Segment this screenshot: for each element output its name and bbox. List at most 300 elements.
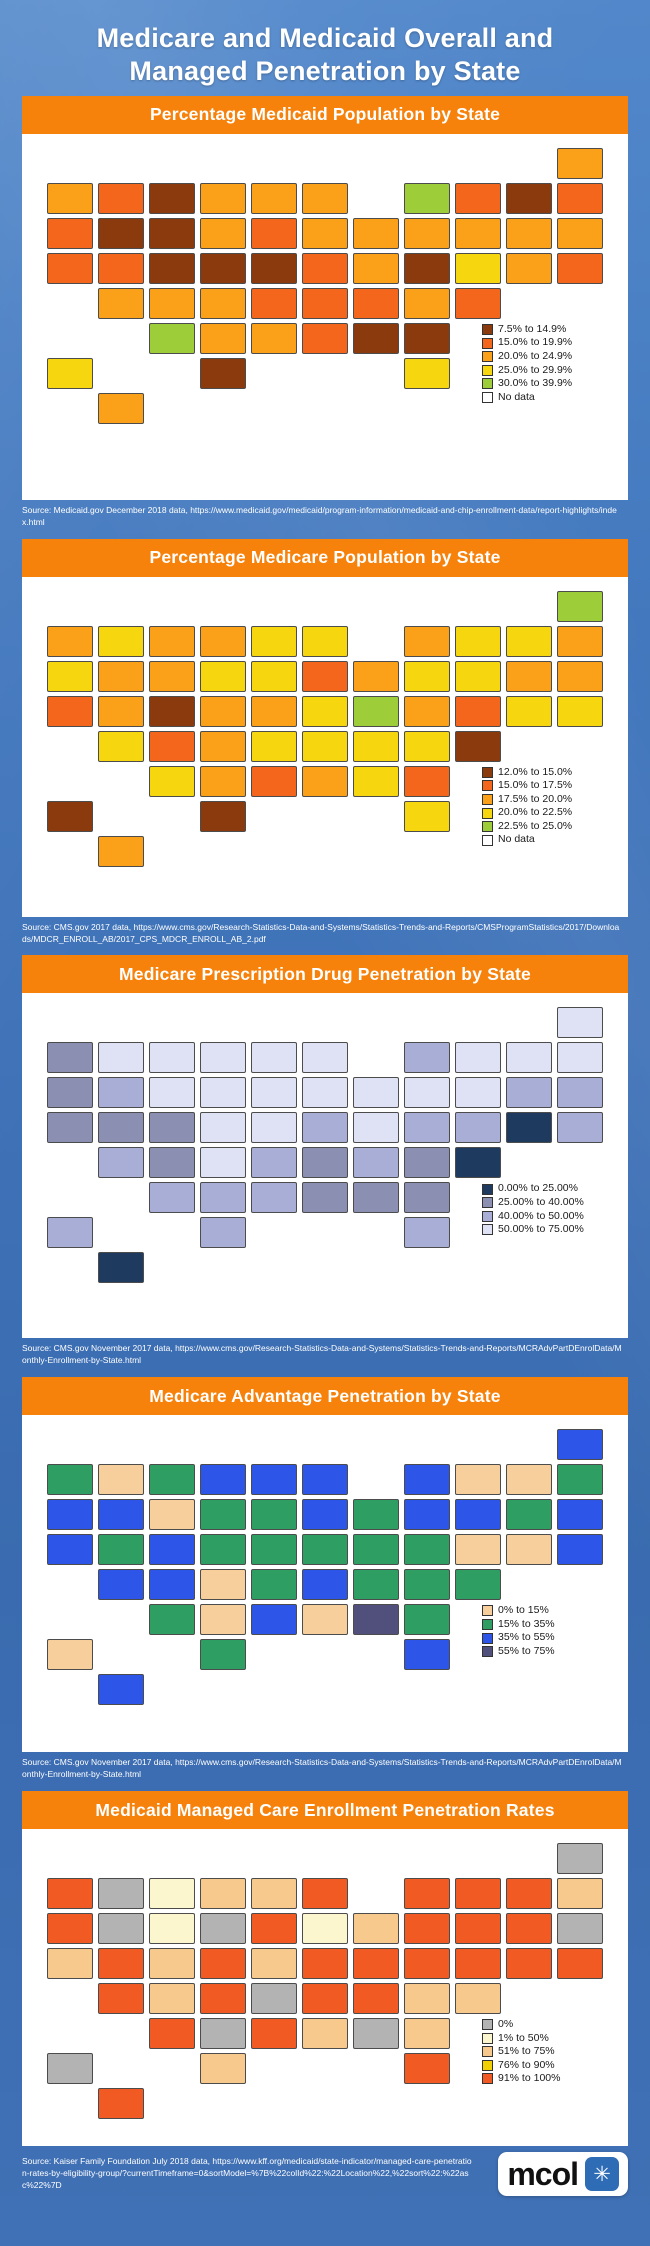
state-tile-ok: [200, 2018, 246, 2049]
state-tile-tn: [302, 1569, 348, 1600]
state-tile-nj: [506, 661, 552, 692]
legend-swatch: [482, 2060, 493, 2071]
legend-swatch: [482, 1633, 493, 1644]
legend-swatch: [482, 1224, 493, 1235]
legend-item: [482, 2019, 560, 2031]
state-tile-ct: [557, 1077, 603, 1108]
state-tile-la: [251, 1604, 297, 1635]
state-tile-sc: [404, 731, 450, 762]
state-tile-sc: [404, 288, 450, 319]
state-tile-ok: [200, 323, 246, 354]
state-tile-wi: [251, 1878, 297, 1909]
state-tile-ri: [557, 253, 603, 284]
state-tile-md: [455, 1112, 501, 1143]
panel-header: [22, 539, 628, 577]
state-tile-wi: [251, 183, 297, 214]
legend-label: 40.00% to 50.00%: [498, 1209, 584, 1222]
legend-item: [482, 324, 572, 336]
legend-swatch: [482, 392, 493, 403]
state-tile-la: [251, 323, 297, 354]
legend-swatch: [482, 767, 493, 778]
state-tile-ms: [302, 2018, 348, 2049]
state-tile-md: [455, 1948, 501, 1979]
state-tile-nc: [353, 1983, 399, 2014]
state-tile-la: [251, 766, 297, 797]
state-tile-vt: [455, 183, 501, 214]
state-tile-mn: [200, 183, 246, 214]
state-tile-oh: [404, 1499, 450, 1530]
legend-item: [482, 834, 572, 846]
state-tile-al: [353, 1182, 399, 1213]
legend-swatch: [482, 324, 493, 335]
state-tile-ut: [149, 1534, 195, 1565]
state-tile-ak: [47, 1217, 93, 1248]
state-tile-ne: [200, 1948, 246, 1979]
panel-title: Percentage Medicaid Population by State: [149, 104, 501, 125]
state-tile-oh: [404, 218, 450, 249]
state-tile-or: [47, 1499, 93, 1530]
legend-item: [482, 1211, 584, 1223]
state-tile-nh: [506, 1464, 552, 1495]
panel-prescription-drug-penetration: [22, 955, 628, 1338]
us-choropleth-map: [22, 1829, 628, 2146]
state-tile-ak: [47, 1639, 93, 1670]
state-tile-nd: [149, 1464, 195, 1495]
map-legend: [482, 1183, 584, 1237]
state-tile-pa: [455, 1913, 501, 1944]
state-tile-az: [98, 1569, 144, 1600]
state-tile-co: [149, 1147, 195, 1178]
state-tile-hi: [98, 1674, 144, 1705]
state-tile-ky: [302, 1948, 348, 1979]
state-tile-nh: [506, 1042, 552, 1073]
legend-item: [482, 2033, 560, 2045]
state-tile-al: [353, 2018, 399, 2049]
legend-swatch: [482, 1605, 493, 1616]
legend-item: [482, 1224, 584, 1236]
state-tile-ri: [557, 1534, 603, 1565]
legend-label: 35% to 55%: [498, 1631, 555, 1644]
legend-swatch: [482, 2019, 493, 2030]
state-tile-mn: [200, 1878, 246, 1909]
state-tile-ri: [557, 696, 603, 727]
state-tile-wy: [149, 1077, 195, 1108]
panel-header: [22, 1377, 628, 1415]
state-tile-az: [98, 1983, 144, 2014]
state-tile-oh: [404, 1913, 450, 1944]
legend-item: [482, 351, 572, 363]
state-tile-ok: [200, 1182, 246, 1213]
legend-item: [482, 1197, 584, 1209]
state-tile-mo: [251, 696, 297, 727]
state-tile-sd: [200, 1913, 246, 1944]
us-choropleth-map: [22, 1415, 628, 1752]
state-tile-ia: [251, 1499, 297, 1530]
legend-swatch: [482, 2033, 493, 2044]
state-tile-me: [557, 1007, 603, 1038]
state-tile-wv: [353, 1948, 399, 1979]
state-tile-il: [302, 1077, 348, 1108]
source-text: Source: CMS.gov 2017 data, https://www.cms.gov/Research-Statistics-Data-and-Systems/Statistics-Trends-and-Reports/CMSProgramStatistics/2017/Downloads/MDCR_ENROLL_AB/2017_CPS_MDCR_ENROLL_AB_2.pdf: [22, 921, 620, 944]
state-tile-wi: [251, 626, 297, 657]
state-tile-co: [149, 731, 195, 762]
state-tile-wa: [47, 1042, 93, 1073]
state-tile-nm: [149, 766, 195, 797]
state-tile-pa: [455, 1077, 501, 1108]
state-tile-or: [47, 1913, 93, 1944]
legend-item: [482, 807, 572, 819]
state-tile-de: [506, 1112, 552, 1143]
state-tile-ga: [404, 1182, 450, 1213]
state-tile-mn: [200, 1464, 246, 1495]
state-tile-sd: [200, 1077, 246, 1108]
legend-label: 91% to 100%: [498, 2072, 561, 2085]
state-tile-in: [353, 1077, 399, 1108]
legend-swatch: [482, 2046, 493, 2057]
state-tile-ct: [557, 1913, 603, 1944]
state-tile-sd: [200, 661, 246, 692]
state-tile-dc: [455, 731, 501, 762]
legend-swatch: [482, 794, 493, 805]
legend-item: [482, 1605, 555, 1617]
state-tile-ct: [557, 1499, 603, 1530]
state-tile-mn: [200, 626, 246, 657]
state-tile-ca: [47, 1948, 93, 1979]
state-tile-me: [557, 1843, 603, 1874]
legend-swatch: [482, 1197, 493, 1208]
state-tile-ca: [47, 1534, 93, 1565]
legend-swatch: [482, 351, 493, 362]
legend-label: 25.0% to 29.9%: [498, 363, 573, 376]
state-tile-ga: [404, 2018, 450, 2049]
state-tile-tn: [302, 1147, 348, 1178]
legend-label: 55% to 75%: [498, 1644, 555, 1657]
state-tile-ky: [302, 1534, 348, 1565]
state-tile-mo: [251, 1112, 297, 1143]
state-tile-mi: [302, 1878, 348, 1909]
legend-label: 0.00% to 25.00%: [498, 1182, 578, 1195]
state-tile-ny: [404, 626, 450, 657]
legend-item: [482, 378, 572, 390]
legend-item: [482, 2073, 560, 2085]
state-tile-ar: [251, 1569, 297, 1600]
state-tile-mo: [251, 1534, 297, 1565]
state-tile-nd: [149, 1878, 195, 1909]
state-tile-nc: [353, 731, 399, 762]
state-tile-tx: [200, 358, 246, 389]
state-tile-id: [98, 1913, 144, 1944]
state-tile-co: [149, 1569, 195, 1600]
state-tile-al: [353, 1604, 399, 1635]
state-tile-ny: [404, 1464, 450, 1495]
panel-medicare-advantage-penetration: [22, 1377, 628, 1752]
state-tile-va: [404, 253, 450, 284]
state-tile-in: [353, 218, 399, 249]
state-tile-tn: [302, 1983, 348, 2014]
state-tile-nv: [98, 1112, 144, 1143]
legend-label: 0%: [498, 2018, 514, 2030]
state-tile-mt: [98, 1464, 144, 1495]
legend-swatch: [482, 338, 493, 349]
state-tile-ny: [404, 1042, 450, 1073]
state-tile-fl: [404, 2053, 450, 2084]
state-tile-nc: [353, 1147, 399, 1178]
state-tile-me: [557, 148, 603, 179]
state-tile-fl: [404, 1217, 450, 1248]
source-text: Source: CMS.gov November 2017 data, https://www.cms.gov/Research-Statistics-Data-and-Systems/Statistics-Trends-and-Reports/MCRAdvPartDEnrolData/Monthly-Enrollment-by-State.html: [22, 1343, 622, 1366]
state-tile-mt: [98, 1878, 144, 1909]
legend-label: 22.5% to 25.0%: [498, 819, 573, 832]
state-tile-mo: [251, 253, 297, 284]
page-title: Medicare and Medicaid Overall and Managed Penetration by State: [96, 23, 554, 86]
state-tile-wa: [47, 626, 93, 657]
legend-label: 20.0% to 24.9%: [498, 349, 573, 362]
state-tile-nv: [98, 253, 144, 284]
legend-swatch: [482, 1211, 493, 1222]
state-tile-az: [98, 1147, 144, 1178]
state-tile-nd: [149, 183, 195, 214]
state-tile-ia: [251, 1077, 297, 1108]
state-tile-az: [98, 731, 144, 762]
state-tile-ma: [557, 1042, 603, 1073]
state-tile-ia: [251, 1913, 297, 1944]
state-tile-wa: [47, 183, 93, 214]
state-tile-id: [98, 1077, 144, 1108]
state-tile-ms: [302, 323, 348, 354]
state-tile-mi: [302, 1042, 348, 1073]
legend-swatch: [482, 2073, 493, 2084]
state-tile-va: [404, 1948, 450, 1979]
state-tile-ky: [302, 1112, 348, 1143]
state-tile-ca: [47, 696, 93, 727]
legend-label: No data: [498, 390, 535, 403]
state-tile-wa: [47, 1878, 93, 1909]
legend-item: [482, 392, 572, 404]
state-tile-sd: [200, 1499, 246, 1530]
state-tile-sc: [404, 1569, 450, 1600]
state-tile-nv: [98, 696, 144, 727]
state-tile-ct: [557, 218, 603, 249]
state-tile-wi: [251, 1042, 297, 1073]
legend-swatch: [482, 1184, 493, 1195]
state-tile-al: [353, 323, 399, 354]
state-tile-ny: [404, 1878, 450, 1909]
legend-label: 50.00% to 75.00%: [498, 1223, 584, 1236]
state-tile-ma: [557, 626, 603, 657]
state-tile-co: [149, 288, 195, 319]
legend-item: [482, 1619, 555, 1631]
state-tile-mi: [302, 626, 348, 657]
state-tile-sc: [404, 1147, 450, 1178]
legend-swatch: [482, 378, 493, 389]
state-tile-nj: [506, 1913, 552, 1944]
legend-item: [482, 794, 572, 806]
legend-item: [482, 2046, 560, 2058]
state-tile-ks: [200, 731, 246, 762]
state-tile-ny: [404, 183, 450, 214]
state-tile-mi: [302, 183, 348, 214]
panel-title: Medicare Advantage Penetration by State: [149, 1385, 501, 1406]
map-legend: [482, 1605, 555, 1659]
state-tile-id: [98, 218, 144, 249]
map-legend: [482, 2019, 560, 2087]
state-tile-mo: [251, 1948, 297, 1979]
state-tile-ca: [47, 1112, 93, 1143]
legend-item: [482, 780, 572, 792]
state-tile-ga: [404, 1604, 450, 1635]
source-text: Source: Medicaid.gov December 2018 data, https://www.medicaid.gov/medicaid/program-information/medicaid-and-chip-enrollment-data/report-highlights/index.html: [22, 504, 617, 527]
panel-title: Percentage Medicare Population by State: [149, 547, 501, 568]
state-tile-hi: [98, 1252, 144, 1283]
state-tile-fl: [404, 358, 450, 389]
state-tile-ne: [200, 253, 246, 284]
legend-label: 76% to 90%: [498, 2058, 555, 2071]
state-tile-ut: [149, 1112, 195, 1143]
state-tile-nj: [506, 1077, 552, 1108]
legend-label: 15.0% to 19.9%: [498, 336, 573, 349]
legend-item: [482, 365, 572, 377]
state-tile-fl: [404, 801, 450, 832]
state-tile-ak: [47, 358, 93, 389]
state-tile-hi: [98, 393, 144, 424]
us-choropleth-map: [22, 577, 628, 917]
state-tile-vt: [455, 626, 501, 657]
state-tile-ky: [302, 696, 348, 727]
state-tile-nj: [506, 218, 552, 249]
state-tile-ri: [557, 1948, 603, 1979]
panel-medicaid-managed-care-penetration: [22, 1791, 628, 2146]
state-tile-ma: [557, 1878, 603, 1909]
state-tile-md: [455, 253, 501, 284]
state-tile-wv: [353, 696, 399, 727]
state-tile-wi: [251, 1464, 297, 1495]
state-tile-nj: [506, 1499, 552, 1530]
state-tile-ma: [557, 183, 603, 214]
state-tile-ia: [251, 218, 297, 249]
state-tile-ri: [557, 1112, 603, 1143]
source-text: Source: CMS.gov November 2017 data, https://www.cms.gov/Research-Statistics-Data-and-Systems/Statistics-Trends-and-Reports/MCRAdvPartDEnrolData/Monthly-Enrollment-by-State.html: [22, 1757, 622, 1780]
state-tile-ak: [47, 801, 93, 832]
state-tile-wy: [149, 661, 195, 692]
state-tile-il: [302, 1499, 348, 1530]
state-tile-nh: [506, 1878, 552, 1909]
state-tile-ms: [302, 1182, 348, 1213]
state-tile-tx: [200, 1217, 246, 1248]
state-tile-pa: [455, 1499, 501, 1530]
state-tile-wa: [47, 1464, 93, 1495]
state-tile-hi: [98, 836, 144, 867]
legend-item: [482, 1632, 555, 1644]
panel-title: Medicare Prescription Drug Penetration by State: [118, 963, 531, 984]
panel-medicare-population: [22, 539, 628, 917]
state-tile-in: [353, 1499, 399, 1530]
state-tile-wv: [353, 1534, 399, 1565]
legend-item: [482, 767, 572, 779]
state-tile-tx: [200, 1639, 246, 1670]
state-tile-tx: [200, 2053, 246, 2084]
state-tile-wv: [353, 253, 399, 284]
state-tile-vt: [455, 1042, 501, 1073]
state-tile-oh: [404, 1077, 450, 1108]
state-tile-ar: [251, 1147, 297, 1178]
state-tile-sd: [200, 218, 246, 249]
state-tile-la: [251, 1182, 297, 1213]
state-tile-hi: [98, 2088, 144, 2119]
state-tile-nm: [149, 1604, 195, 1635]
legend-item: [482, 1183, 584, 1195]
footer: [22, 2152, 628, 2196]
legend-swatch: [482, 780, 493, 791]
state-tile-nv: [98, 1534, 144, 1565]
mcol-logo: [498, 2152, 628, 2196]
asterisk-icon: ✳: [585, 2157, 619, 2191]
state-tile-va: [404, 696, 450, 727]
state-tile-il: [302, 661, 348, 692]
state-tile-nd: [149, 1042, 195, 1073]
state-tile-tn: [302, 731, 348, 762]
state-tile-vt: [455, 1878, 501, 1909]
state-tile-de: [506, 1948, 552, 1979]
panel-medicaid-population: [22, 96, 628, 500]
legend-label: 25.00% to 40.00%: [498, 1195, 584, 1208]
state-tile-md: [455, 696, 501, 727]
state-tile-ak: [47, 2053, 93, 2084]
legend-label: 51% to 75%: [498, 2045, 555, 2058]
state-tile-ok: [200, 1604, 246, 1635]
panel-title: Medicaid Managed Care Enrollment Penetration Rates: [95, 1799, 555, 1820]
panel-header: [22, 1791, 628, 1829]
state-tile-nh: [506, 626, 552, 657]
panel-header: [22, 955, 628, 993]
state-tile-ct: [557, 661, 603, 692]
legend-swatch: [482, 1619, 493, 1630]
state-tile-de: [506, 696, 552, 727]
state-tile-nm: [149, 2018, 195, 2049]
state-tile-va: [404, 1534, 450, 1565]
state-tile-ca: [47, 253, 93, 284]
state-tile-ut: [149, 1948, 195, 1979]
state-tile-nc: [353, 1569, 399, 1600]
state-tile-ne: [200, 696, 246, 727]
legend-label: 7.5% to 14.9%: [498, 322, 567, 335]
state-tile-il: [302, 1913, 348, 1944]
legend-item: [482, 2060, 560, 2072]
legend-label: 15% to 35%: [498, 1617, 555, 1630]
state-tile-tx: [200, 801, 246, 832]
state-tile-ok: [200, 766, 246, 797]
legend-item: [482, 1646, 555, 1658]
legend-swatch: [482, 835, 493, 846]
map-legend: [482, 767, 572, 848]
state-tile-wy: [149, 218, 195, 249]
legend-label: 17.5% to 20.0%: [498, 792, 573, 805]
state-tile-vt: [455, 1464, 501, 1495]
state-tile-or: [47, 661, 93, 692]
legend-label: 12.0% to 15.0%: [498, 765, 573, 778]
state-tile-ky: [302, 253, 348, 284]
state-tile-id: [98, 1499, 144, 1530]
map-legend: [482, 324, 572, 405]
state-tile-nc: [353, 288, 399, 319]
state-tile-nv: [98, 1948, 144, 1979]
us-choropleth-map: [22, 134, 628, 500]
state-tile-nh: [506, 183, 552, 214]
state-tile-dc: [455, 288, 501, 319]
state-tile-me: [557, 591, 603, 622]
state-tile-dc: [455, 1983, 501, 2014]
state-tile-ut: [149, 696, 195, 727]
state-tile-in: [353, 661, 399, 692]
